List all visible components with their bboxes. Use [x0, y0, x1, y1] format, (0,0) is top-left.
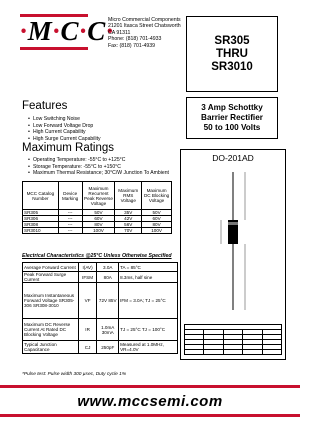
company-phone: Phone: (818) 701-4933 — [108, 36, 162, 43]
cell: 56V — [115, 222, 142, 228]
cell: 100V — [142, 228, 172, 234]
company-name: Micro Commercial Components — [108, 17, 181, 23]
cell: 72V 85V — [97, 283, 119, 319]
cell: Typical Junction Capacitance — [23, 341, 79, 354]
cell: 80V — [82, 222, 115, 228]
list-item: • Operating Temperature: -55°C to +125°C — [28, 157, 169, 164]
footer-bottom-bar — [0, 414, 300, 417]
cell: I(AV) — [78, 263, 97, 272]
company-city: CA 91311 — [108, 29, 131, 36]
description-box — [186, 97, 278, 139]
cell: 100V — [82, 228, 115, 234]
list-item: • High Current Capability — [28, 129, 101, 136]
list-item: • High Surge Current Capability — [28, 136, 101, 143]
cell: Maximum Instantaneous Forward Voltage SR305-306 SR308-3010 — [23, 283, 79, 319]
cell: 35V — [115, 210, 142, 216]
cell: SR305 — [23, 210, 59, 216]
cell: VF — [78, 283, 97, 319]
cell: 80A — [97, 272, 119, 283]
cell: Maximum DC Reverse Current At Rated DC Blocking Voltage — [23, 319, 79, 341]
cell: --- — [58, 228, 82, 234]
cell: --- — [58, 222, 82, 228]
table-row — [23, 283, 178, 319]
cell: IR — [78, 319, 97, 341]
package-name: DO-201AD — [212, 153, 254, 163]
cell: --- — [58, 216, 82, 222]
features-title: Features — [22, 100, 68, 112]
cathode-band — [228, 222, 238, 225]
features-list — [28, 116, 101, 142]
table-row — [23, 319, 178, 341]
list-item: • Low Switching Noise — [28, 116, 101, 123]
list-item: • Storage Temperature: -55°C to +150°C — [28, 164, 169, 171]
cell: Measured at 1.0MHz, VR=4.0V — [119, 341, 178, 354]
cell: 50V — [142, 210, 172, 216]
cell: 60V — [82, 216, 115, 222]
max-ratings-title: Maximum Ratings — [22, 142, 115, 154]
cell: SR308 — [23, 222, 59, 228]
col-header: Device Marking — [58, 182, 82, 210]
ratings-table — [22, 181, 172, 234]
table-row — [23, 228, 172, 234]
cell: SR3010 — [23, 228, 59, 234]
cell: --- — [58, 210, 82, 216]
col-header: MCC Catalog Number — [23, 182, 59, 210]
cell: TJ = 25°C TJ = 100°C — [119, 319, 178, 341]
cell: 70V — [115, 228, 142, 234]
cell: 80V — [142, 222, 172, 228]
company-address — [108, 17, 181, 49]
logo-dot: · — [20, 16, 28, 46]
cell: 250pF — [97, 341, 119, 354]
desc-line-2: Barrier Rectifier — [201, 113, 263, 122]
part-number-box — [186, 16, 278, 92]
cell: Peak Forward Surge Current — [23, 272, 79, 283]
cell: 1.0mA 30mA — [97, 319, 119, 341]
list-item: • Maximum Thermal Resistance; 30°C/W Junction To Ambient — [28, 170, 169, 177]
col-header: Maximum RMS Voltage — [115, 182, 142, 210]
part-end: SR3010 — [211, 60, 253, 73]
table-row — [23, 263, 178, 272]
table-header-row — [23, 182, 172, 210]
package-box — [180, 149, 286, 360]
col-header: Maximum Recurrent Peak Reverse Voltage — [82, 182, 115, 210]
mcc-logo: ·M·C·C· — [20, 16, 115, 46]
electrical-title: Electrical Characteristics @25°C Unless Otherwise Specified — [22, 253, 172, 259]
part-thru: THRU — [216, 47, 248, 60]
desc-line-1: 3 Amp Schottky — [201, 103, 263, 112]
table-row — [23, 341, 178, 354]
diode-drawing — [181, 168, 285, 318]
company-fax: Fax: (818) 701-4939 — [108, 42, 156, 49]
logo-bottom-bar — [20, 47, 88, 50]
table-row — [23, 272, 178, 283]
col-header: Maximum DC Blocking Voltage — [142, 182, 172, 210]
cell: SR306 — [23, 216, 59, 222]
footer-top-bar — [0, 385, 300, 388]
cell: 3.0A — [97, 263, 119, 272]
pulse-test-note: *Pulse test: Pulse width 300 µsec, Duty cycle 1% — [22, 372, 127, 377]
cell: 8.3ms, half sine — [119, 272, 178, 283]
part-start: SR305 — [214, 34, 250, 47]
ratings-list — [28, 157, 169, 177]
cell: 60V — [142, 216, 172, 222]
cell: 50V — [82, 210, 115, 216]
cell: IFSM — [78, 272, 97, 283]
electrical-table — [22, 262, 178, 354]
cell: 42V — [115, 216, 142, 222]
footer-url[interactable]: www.mccsemi.com — [77, 393, 223, 410]
desc-line-3: 50 to 100 Volts — [203, 123, 261, 132]
cell: TA = 85°C — [119, 263, 178, 272]
dimension-table — [184, 324, 282, 355]
cell: Average Forward Current — [23, 263, 79, 272]
list-item: • Low Forward Voltage Drop — [28, 123, 101, 130]
cell: IFM = 3.0A; TJ = 25°C — [119, 283, 178, 319]
cell: CJ — [78, 341, 97, 354]
company-street: 21201 Itasca Street Chatsworth — [108, 23, 181, 30]
